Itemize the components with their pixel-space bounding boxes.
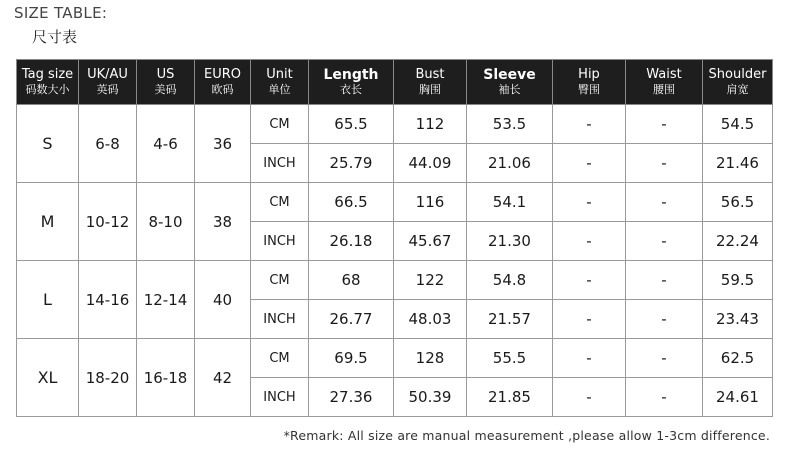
sleeve-cell: 21.06 [467, 144, 553, 183]
euro-size-cell: 36 [195, 105, 251, 183]
size-tag-cell: L [17, 261, 79, 339]
length-cell: 26.18 [309, 222, 394, 261]
euro-size-cell: 38 [195, 183, 251, 261]
euro-size-cell: 40 [195, 261, 251, 339]
length-cell: 69.5 [309, 339, 394, 378]
table-row [17, 261, 773, 300]
waist-cell: - [626, 222, 703, 261]
page-subtitle-cn: 尺寸表 [32, 28, 78, 46]
sleeve-cell: 21.57 [467, 300, 553, 339]
column-header [703, 60, 773, 105]
sleeve-cell: 54.8 [467, 261, 553, 300]
table-row [17, 183, 773, 222]
size-tag-cell: S [17, 105, 79, 183]
hip-cell: - [553, 222, 626, 261]
bust-cell: 48.03 [394, 300, 467, 339]
column-header [626, 60, 703, 105]
length-cell: 25.79 [309, 144, 394, 183]
size-table [16, 59, 773, 417]
column-header-cn: 臀围 [578, 82, 600, 96]
column-header-en: Shoulder [708, 66, 767, 82]
us-size-cell: 16-18 [137, 339, 195, 417]
shoulder-cell: 23.43 [703, 300, 773, 339]
column-header-cn: 肩宽 [726, 82, 749, 96]
length-cell: 68 [309, 261, 394, 300]
sleeve-cell: 21.30 [467, 222, 553, 261]
column-header [467, 60, 553, 105]
shoulder-cell: 54.5 [703, 105, 773, 144]
waist-cell: - [626, 300, 703, 339]
column-header-en: Unit [266, 66, 293, 82]
column-header-cn: 美码 [154, 82, 177, 96]
waist-cell: - [626, 105, 703, 144]
shoulder-cell: 22.24 [703, 222, 773, 261]
waist-cell: - [626, 378, 703, 417]
waist-cell: - [626, 261, 703, 300]
column-header-cn: 英码 [96, 82, 119, 96]
table-row [17, 105, 773, 144]
column-header-en: US [156, 66, 175, 82]
column-header-cn: 单位 [268, 82, 291, 96]
sleeve-cell: 21.85 [467, 378, 553, 417]
length-cell: 27.36 [309, 378, 394, 417]
unit-cell: INCH [251, 222, 309, 261]
unit-cell: CM [251, 105, 309, 144]
table-body [17, 105, 773, 417]
shoulder-cell: 56.5 [703, 183, 773, 222]
us-size-cell: 12-14 [137, 261, 195, 339]
length-cell: 66.5 [309, 183, 394, 222]
column-header [137, 60, 195, 105]
column-header-cn: 码数大小 [25, 82, 70, 96]
sleeve-cell: 55.5 [467, 339, 553, 378]
bust-cell: 128 [394, 339, 467, 378]
waist-cell: - [626, 339, 703, 378]
column-header [251, 60, 309, 105]
unit-cell: CM [251, 183, 309, 222]
bust-cell: 122 [394, 261, 467, 300]
waist-cell: - [626, 183, 703, 222]
column-header-en: Bust [415, 66, 445, 82]
column-header-cn: 腰围 [653, 82, 675, 96]
bust-cell: 112 [394, 105, 467, 144]
column-header [309, 60, 394, 105]
shoulder-cell: 21.46 [703, 144, 773, 183]
uk-size-cell: 6-8 [79, 105, 137, 183]
unit-cell: INCH [251, 300, 309, 339]
unit-cell: CM [251, 261, 309, 300]
unit-cell: INCH [251, 378, 309, 417]
page-title: SIZE TABLE: [14, 4, 108, 22]
remark-note: *Remark: All size are manual measurement ,please allow 1-3cm difference. [283, 428, 770, 443]
hip-cell: - [553, 144, 626, 183]
hip-cell: - [553, 183, 626, 222]
column-header-cn: 衣长 [340, 83, 362, 97]
table-row [17, 339, 773, 378]
length-cell: 65.5 [309, 105, 394, 144]
column-header-en: Length [323, 67, 379, 84]
waist-cell: - [626, 144, 703, 183]
header-row [17, 60, 773, 105]
hip-cell: - [553, 261, 626, 300]
bust-cell: 116 [394, 183, 467, 222]
column-header-en: UK/AU [87, 66, 128, 82]
hip-cell: - [553, 339, 626, 378]
us-size-cell: 8-10 [137, 183, 195, 261]
column-header-en: Tag size [21, 66, 74, 82]
bust-cell: 50.39 [394, 378, 467, 417]
bust-cell: 44.09 [394, 144, 467, 183]
shoulder-cell: 62.5 [703, 339, 773, 378]
sleeve-cell: 53.5 [467, 105, 553, 144]
shoulder-cell: 59.5 [703, 261, 773, 300]
hip-cell: - [553, 105, 626, 144]
column-header-en: Waist [646, 66, 682, 82]
column-header [394, 60, 467, 105]
column-header-cn: 欧码 [211, 82, 234, 96]
column-header-cn: 胸围 [419, 82, 441, 96]
size-tag-cell: XL [17, 339, 79, 417]
sleeve-cell: 54.1 [467, 183, 553, 222]
bust-cell: 45.67 [394, 222, 467, 261]
column-header-en: Hip [578, 66, 600, 82]
uk-size-cell: 10-12 [79, 183, 137, 261]
unit-cell: INCH [251, 144, 309, 183]
length-cell: 26.77 [309, 300, 394, 339]
size-tag-cell: M [17, 183, 79, 261]
uk-size-cell: 14-16 [79, 261, 137, 339]
column-header [195, 60, 251, 105]
hip-cell: - [553, 378, 626, 417]
column-header-en: EURO [204, 66, 241, 82]
euro-size-cell: 42 [195, 339, 251, 417]
column-header [79, 60, 137, 105]
column-header-cn: 袖长 [498, 83, 521, 97]
shoulder-cell: 24.61 [703, 378, 773, 417]
us-size-cell: 4-6 [137, 105, 195, 183]
unit-cell: CM [251, 339, 309, 378]
uk-size-cell: 18-20 [79, 339, 137, 417]
column-header [17, 60, 79, 105]
column-header-en: Sleeve [483, 67, 536, 84]
column-header [553, 60, 626, 105]
hip-cell: - [553, 300, 626, 339]
